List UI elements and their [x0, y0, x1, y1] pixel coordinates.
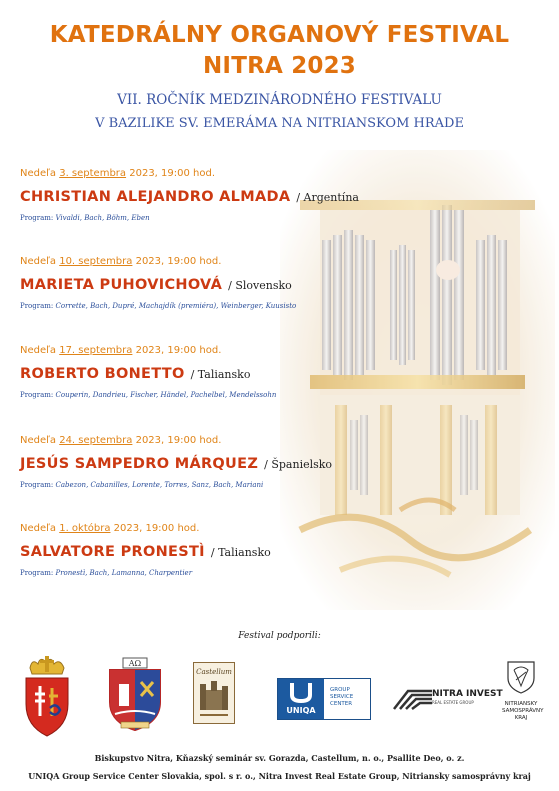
uniqa-group-text: GROUP SERVICE CENTER: [330, 687, 354, 707]
nitra-invest-logo: [392, 683, 503, 713]
artist-name: MARIETA PUHOVICHOVÁ: [20, 277, 223, 293]
uniqa-logo: [277, 678, 371, 720]
nitra-invest-text: NITRA INVEST: [432, 689, 503, 699]
uniqa-symbol-icon: [278, 679, 324, 707]
seminar-gorazda-logo: [107, 656, 163, 732]
concert-date: Nedeľa 24. septembra 2023, 19:00 hod.: [20, 435, 222, 446]
concert-program: Program: Corrette, Bach, Dupré, Machajdík (premiéra), Weinberger, Kuusisto: [20, 302, 297, 310]
nsk-text: NITRIANSKY SAMOSPRÁVNY KRAJ: [502, 701, 544, 721]
artist-country: / Taliansko: [190, 368, 251, 381]
supporters-credits-line1: Biskupstvo Nitra, Kňazský seminár sv. Gorazda, Castellum, n. o., Psallite Deo, o. z.: [94, 753, 465, 763]
supporters-credits-line2: UNIQA Group Service Center Slovakia, spol. s r. o., Nitra Invest Real Estate Group, Nitriansky samosprávny kraj: [28, 771, 531, 781]
nitra-invest-stripes-icon: [392, 685, 432, 711]
concert-item: [20, 256, 380, 310]
concert-program: Program: Vivaldi, Bach, Böhm, Eben: [20, 214, 150, 222]
nsk-crest-icon: [502, 660, 540, 694]
supporters-label: Festival podporili:: [238, 631, 321, 641]
artist-country: / Argentína: [296, 191, 359, 204]
castellum-logo-text: Castellum: [196, 668, 232, 676]
biskupstvo-nitra-logo: [22, 656, 72, 738]
svg-text:ΑΩ: ΑΩ: [128, 659, 142, 668]
concert-date: Nedeľa 1. októbra 2023, 19:00 hod.: [20, 523, 200, 534]
artist-country: / Španielsko: [264, 458, 333, 471]
concert-program: Program: Couperin, Dandrieu, Fischer, Händel, Pachelbel, Mendelssohn: [20, 391, 277, 399]
artist-name: JESÚS SAMPEDRO MÁRQUEZ: [20, 456, 259, 472]
artist-name: ROBERTO BONETTO: [20, 366, 185, 382]
festival-title-year: NITRA 2023: [202, 53, 357, 79]
artist-name: CHRISTIAN ALEJANDRO ALMADA: [20, 189, 291, 205]
nitra-invest-sub: REAL ESTATE GROUP: [432, 700, 474, 705]
artist-country: / Taliansko: [210, 546, 271, 559]
concert-program: Program: Pronestì, Bach, Lamanna, Charpentier: [20, 569, 193, 577]
uniqa-name: UNIQA: [286, 706, 316, 715]
concert-date: Nedeľa 3. septembra 2023, 19:00 hod.: [20, 168, 216, 179]
castle-icon: [194, 676, 234, 722]
artist-name: SALVATORE PRONESTÌ: [20, 544, 205, 560]
castellum-logo: [193, 662, 235, 724]
concert-program: Program: Cabezon, Cabanilles, Lorente, Torres, Sanz, Bach, Mariani: [20, 481, 264, 489]
concert-date: Nedeľa 10. septembra 2023, 19:00 hod.: [20, 256, 222, 267]
nsk-logo: [502, 660, 544, 732]
concert-item: [20, 168, 380, 222]
festival-title: KATEDRÁLNY ORGANOVÝ FESTIVAL: [49, 22, 510, 48]
concert-date: Nedeľa 17. septembra 2023, 19:00 hod.: [20, 345, 222, 356]
concert-item: [20, 345, 380, 399]
concert-item: [20, 435, 380, 489]
artist-country: / Slovensko: [228, 279, 292, 292]
festival-venue: V BAZILIKE SV. EMERÁMA NA NITRIANSKOM HRADE: [95, 116, 464, 131]
festival-subtitle: VII. ROČNÍK MEDZINÁRODNÉHO FESTIVALU: [117, 92, 442, 108]
concert-item: [20, 523, 380, 577]
